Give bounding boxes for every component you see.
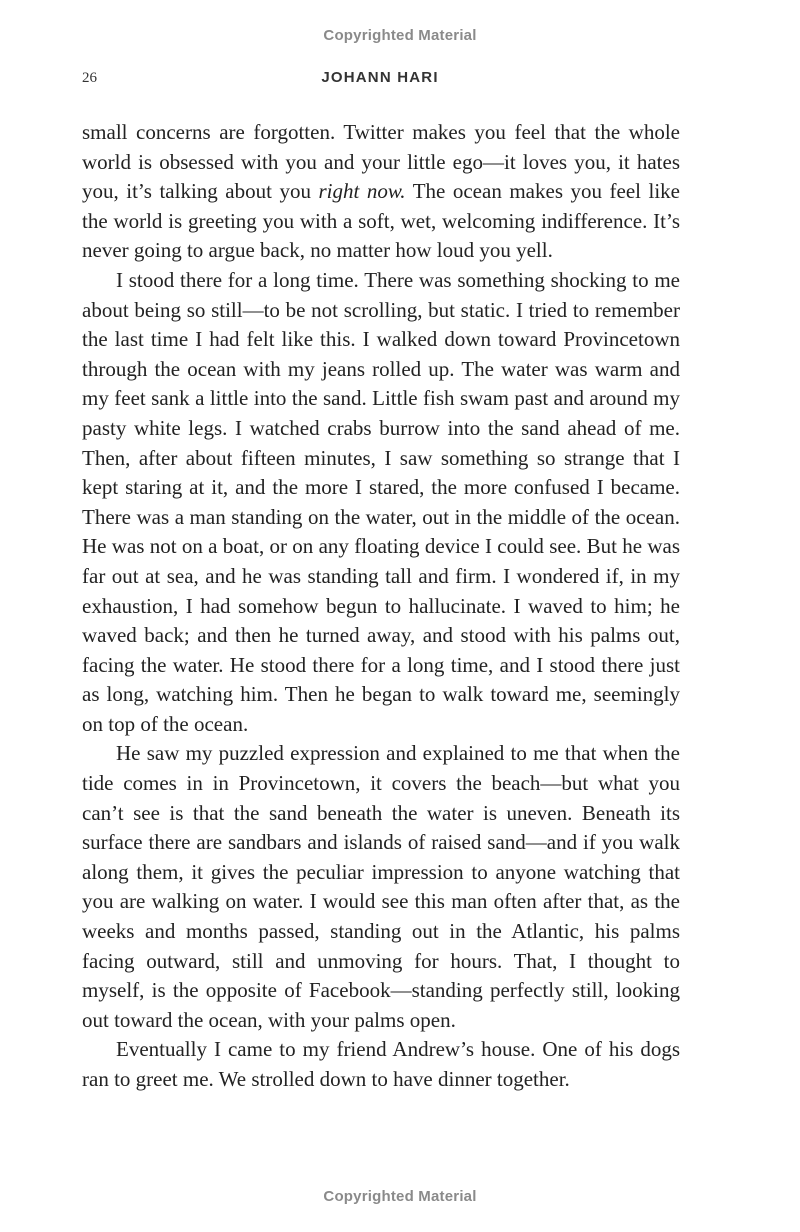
paragraph-1-text-a: small concerns are forgotten. Twitter makes you feel that the whole world is obsessed with you and your little ego—it loves you, it hates you, it’s talking about you xyxy=(82,120,680,204)
paragraph-3: He saw my puzzled expression and explained to me that when the tide comes in in Provincetown, it covers the beach—but what you can’t see is that the sand beneath the water is uneven. Beneath its surface there are sandbars and islands of raised sand—and if you walk along them, it gives the peculiar impression to anyone watching that you are walking on water. I would see this man often after that, as the weeks and months passed, standing out in the Atlantic, his palms facing outward, still and unmoving for hours. That, I thought to myself, is the opposite of Facebook—standing perfectly still, looking out toward the ocean, with your palms open. xyxy=(82,741,680,1032)
body-text xyxy=(82,118,680,1095)
copyright-watermark-bottom: Copyrighted Material xyxy=(323,1188,477,1205)
paragraph-4: Eventually I came to my friend Andrew’s house. One of his dogs ran to greet me. We strolled down to have dinner together. xyxy=(82,1037,680,1091)
paragraph-1 xyxy=(82,118,680,266)
paragraph-1-text-b: The ocean makes you feel like the world is greeting you with a soft, wet, welcoming indifference. It’s never going to argue back, no matter how loud you yell. xyxy=(82,179,681,263)
paragraph-2: I stood there for a long time. There was something shocking to me about being so still—to be not scrolling, but static. I tried to remember the last time I had felt like this. I walked down toward Provincetown through the ocean with my jeans rolled up. The water was warm and my feet sank a little into the sand. Little fish swam past and around my pasty white legs. I watched crabs burrow into the sand ahead of me. Then, after about fifteen minutes, I saw something so strange that I kept staring at it, and the more I stared, the more confused I became. There was a man standing on the water, out in the middle of the ocean. He was not on a boat, or on any floating device I could see. But he was far out at sea, and he was standing tall and firm. I wondered if, in my exhaustion, I had somehow begun to hallucinate. I waved to him; he waved back; and then he turned away, and stood with his palms out, facing the water. He stood there for a long time, and I stood there just as long, watching him. Then he began to walk toward me, seemingly on top of the ocean. xyxy=(82,267,680,736)
page-number: 26 xyxy=(82,70,97,86)
copyright-watermark-top: Copyrighted Material xyxy=(323,27,477,44)
paragraph-1-emphasis: right now. xyxy=(318,179,406,204)
running-head-author: JOHANN HARI xyxy=(321,69,439,86)
